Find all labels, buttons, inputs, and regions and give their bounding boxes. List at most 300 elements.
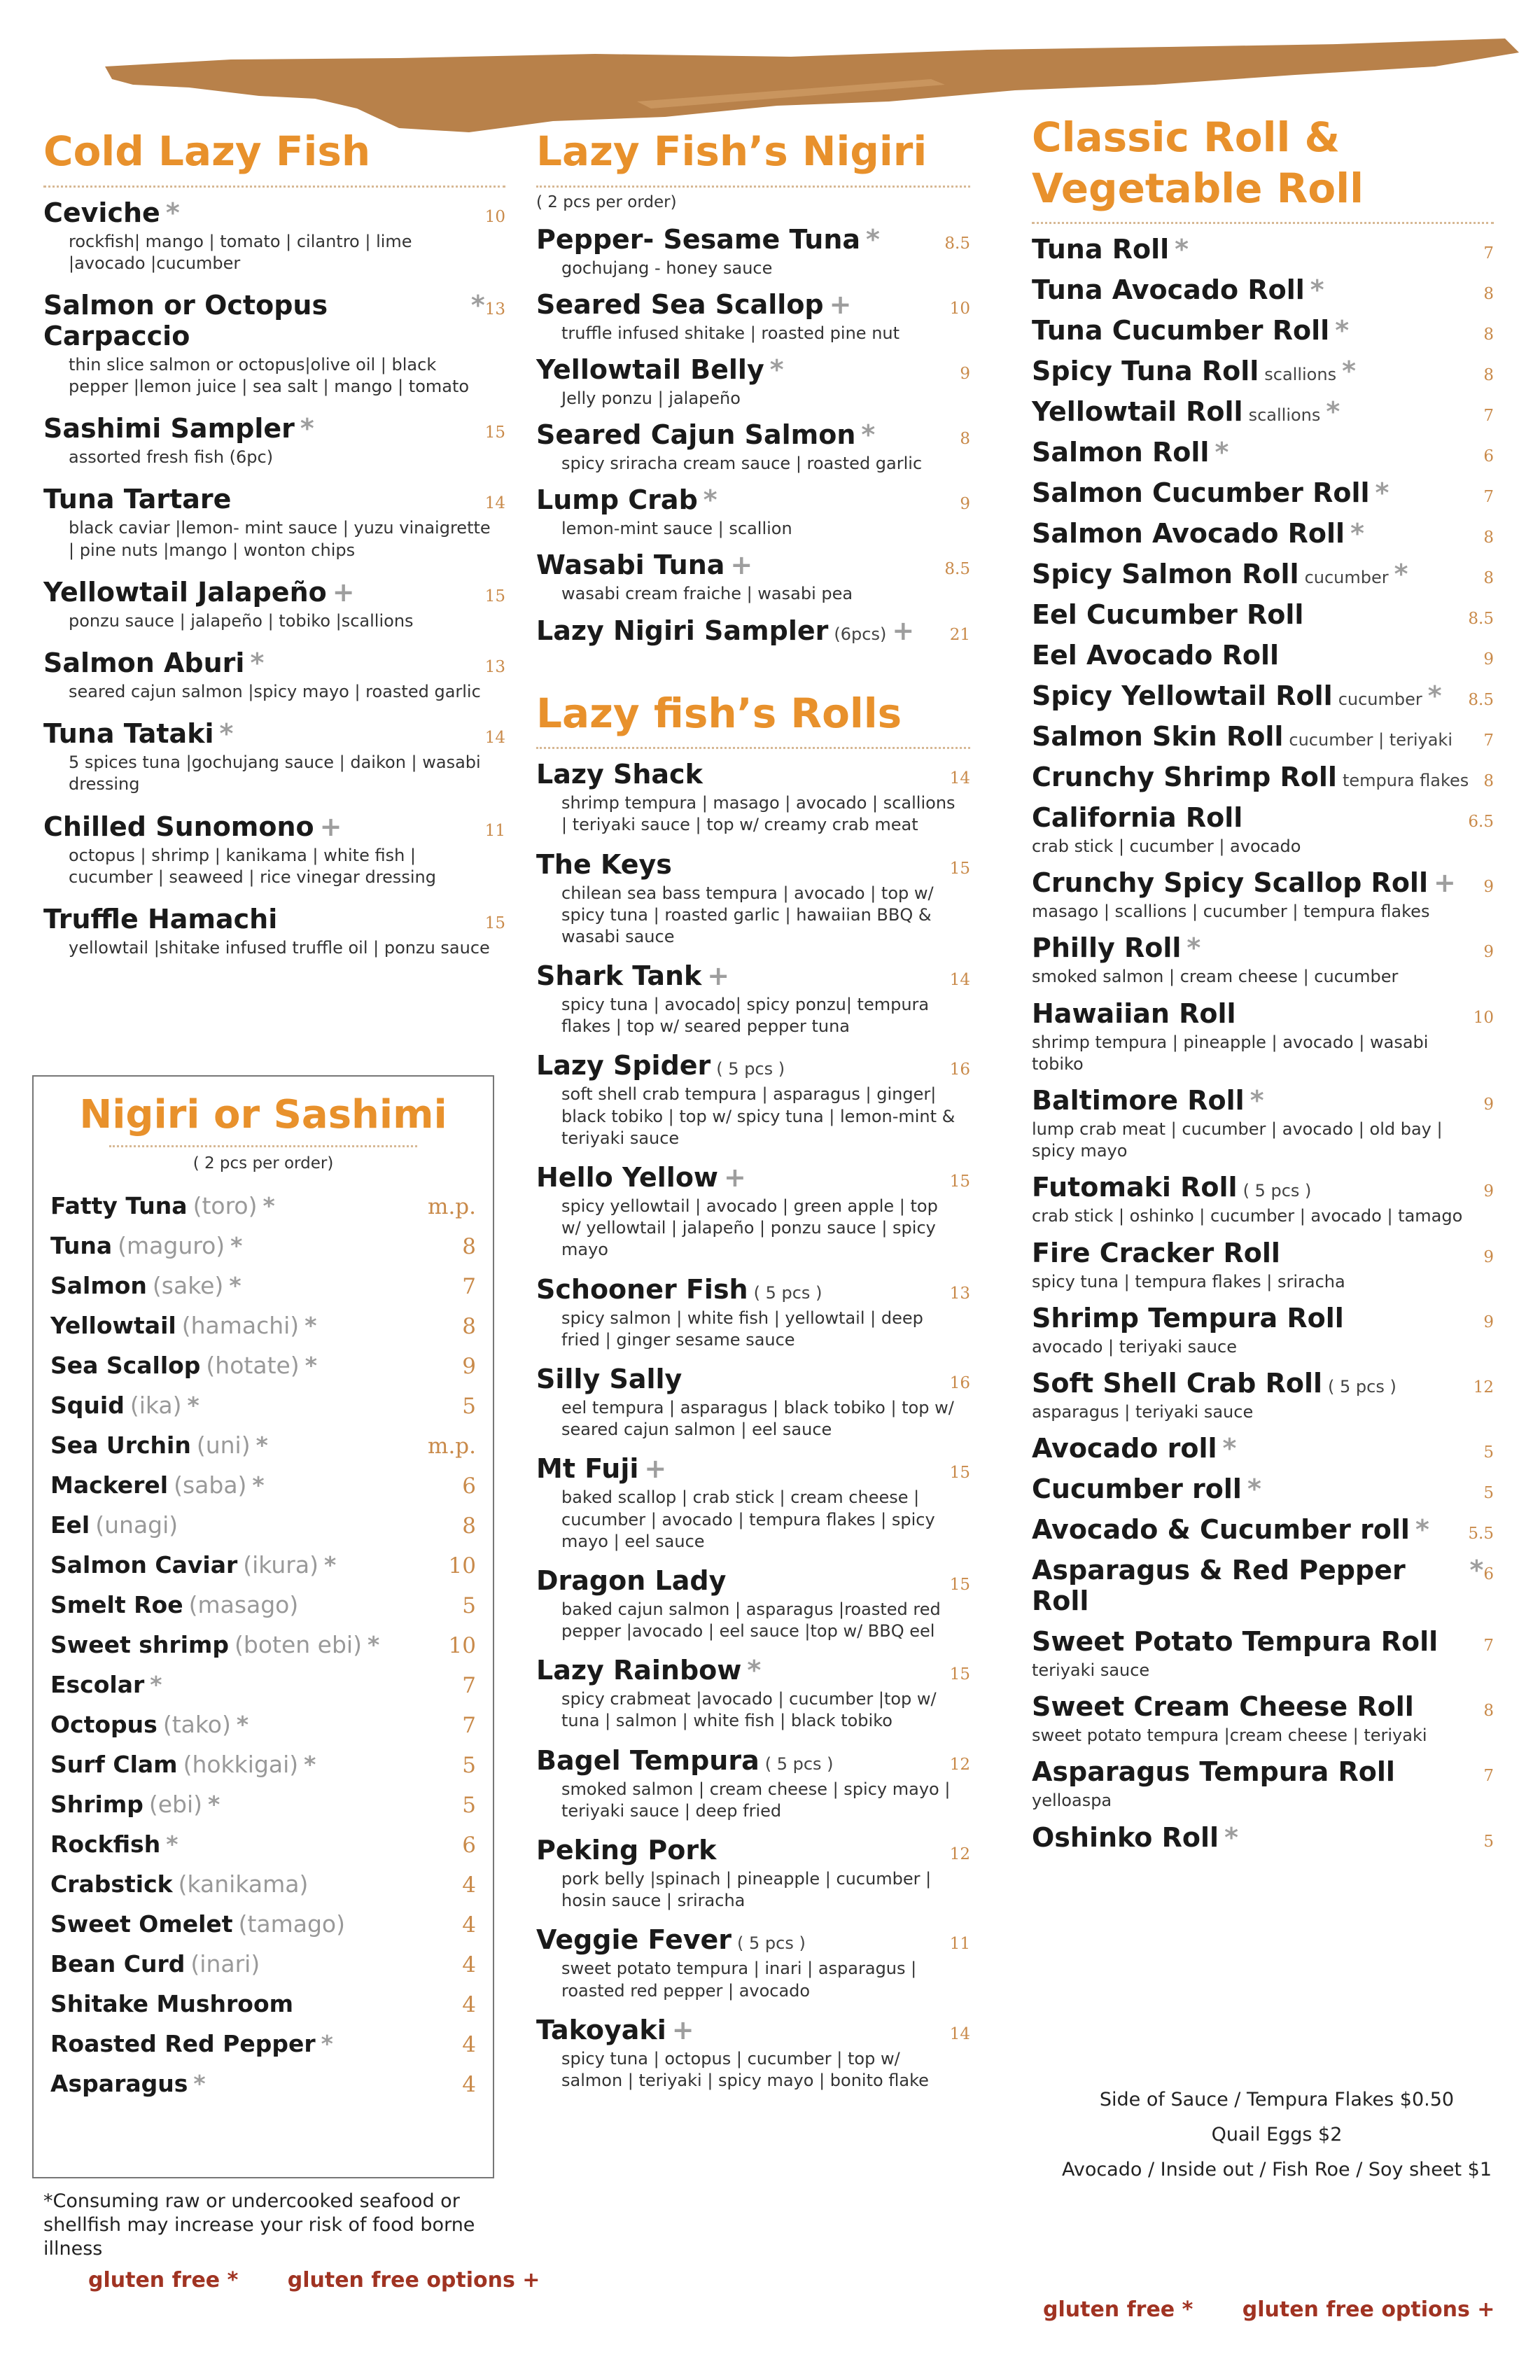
extras-line-2: Quail Eggs $2: [1211, 2123, 1343, 2146]
japanese-name: (kanikama): [178, 1870, 309, 1898]
menu-item-header: [1032, 1555, 1494, 1616]
menu-item: [1032, 315, 1494, 346]
menu-item: [1032, 477, 1494, 508]
menu-item-price: 8.5: [944, 560, 970, 579]
menu-item-name: Tuna Tartare: [43, 484, 232, 515]
fish-name: Escolar: [50, 1671, 145, 1698]
menu-item-name: Salmon Aburi: [43, 648, 245, 678]
menu-item-header: [536, 2015, 970, 2045]
menu-item-price: 14: [484, 494, 505, 513]
menu-item-header: [536, 1924, 970, 1955]
nigiri-sashimi-row: [46, 1392, 480, 1432]
menu-item: [536, 419, 970, 475]
fish-name: Smelt Roe: [50, 1591, 183, 1618]
menu-item-header: [536, 419, 970, 450]
fish-name: Rockfish: [50, 1830, 161, 1858]
dietary-mark: *: [367, 1631, 380, 1658]
menu-item-header: [1032, 762, 1494, 792]
menu-item-header: [1032, 559, 1494, 589]
menu-item: [1032, 599, 1494, 630]
menu-item-name: Salmon Avocado Roll: [1032, 518, 1345, 549]
menu-item-name: Takoyaki: [536, 2014, 666, 2045]
menu-item-price: 15: [949, 1665, 970, 1684]
menu-item-note: ( 5 pcs ): [737, 1933, 806, 1954]
japanese-name: (unagi): [95, 1511, 178, 1539]
menu-item-name: Tuna Avocado Roll: [1032, 274, 1305, 305]
menu-item-price: 10: [484, 207, 505, 226]
nigiri-sashimi-row: [46, 1990, 480, 2030]
fish-price: m.p.: [428, 1194, 476, 1219]
menu-item-note: cucumber: [1338, 690, 1422, 709]
menu-item-header: [1032, 1172, 1494, 1203]
nigiri-sashimi-row: [46, 1751, 480, 1791]
nigiri-sashimi-row: [46, 1232, 480, 1272]
nigiri-sashimi-row: [46, 1631, 480, 1671]
menu-item-header: [1032, 599, 1494, 630]
menu-item-description: soft shell crab tempura | asparagus | ginger| black tobiko | top w/ spicy tuna | lemon-mint & teriyaki sauce: [561, 1084, 955, 1148]
fish-price: 8: [462, 1513, 476, 1539]
menu-item: [1032, 802, 1494, 858]
fish-price: 8: [462, 1314, 476, 1339]
japanese-name: (ebi): [148, 1791, 203, 1818]
menu-item-name: Salmon Roll: [1032, 437, 1210, 468]
menu-item-header: [1032, 315, 1494, 346]
menu-item-price: 5: [1483, 1484, 1494, 1503]
fish-name: Sea Urchin: [50, 1432, 191, 1459]
column-nigiri-and-rolls: [536, 126, 970, 2104]
menu-item-name: Mt Fuji: [536, 1453, 639, 1485]
legend-right: [1043, 2297, 1536, 2322]
menu-item: [1032, 396, 1494, 427]
menu-item-header: [536, 1162, 970, 1193]
menu-item-name: Lazy Spider: [536, 1050, 711, 1082]
section-title-line-1: Classic Roll &: [1032, 113, 1340, 161]
legend-gluten-free: gluten free *: [1043, 2297, 1194, 2322]
dietary-mark: *: [304, 1751, 316, 1778]
menu-item-header: [1032, 1514, 1494, 1545]
menu-item: [1032, 1514, 1494, 1545]
menu-item: [536, 1274, 970, 1351]
fish-name: Surf Clam: [50, 1751, 178, 1778]
menu-item-description: black caviar |lemon- mint sauce | yuzu vinaigrette | pine nuts |mango | wonton chips: [69, 518, 491, 560]
fish-price: 7: [462, 1673, 476, 1698]
menu-item-name: Lazy Nigiri Sampler: [536, 615, 829, 646]
dietary-mark: *: [219, 718, 234, 750]
menu-item-name: Salmon Skin Roll: [1032, 721, 1284, 752]
menu-item-header: [1032, 932, 1494, 963]
section-title-lazy-fish-nigiri: Lazy Fish’s Nigiri: [536, 127, 927, 175]
menu-item-header: [1032, 721, 1494, 752]
menu-item: [1032, 640, 1494, 671]
legend-gluten-free: gluten free *: [88, 2268, 239, 2292]
fish-name: Mackerel: [50, 1471, 169, 1499]
menu-item-description: asparagus | teriyaki sauce: [1032, 1401, 1254, 1422]
menu-item-header: [536, 1274, 970, 1305]
menu-item-name: Bagel Tempura: [536, 1744, 760, 1776]
menu-item-price: 9: [960, 495, 970, 514]
menu-item-header: [43, 413, 505, 444]
menu-item: [43, 904, 505, 959]
dietary-mark: *: [1214, 437, 1229, 468]
menu-item-name: Yellowtail Jalapeño: [43, 576, 327, 608]
fish-name: Sea Scallop: [50, 1352, 201, 1379]
menu-item-description: chilean sea bass tempura | avocado | top w/ spicy tuna | roasted garlic | hawaiian BBQ & wasabi sauce: [561, 883, 934, 946]
menu-item: [1032, 998, 1494, 1075]
dietary-mark: +: [644, 1453, 667, 1485]
menu-item-description: yellowtail |shitake infused truffle oil | ponzu sauce: [69, 937, 490, 958]
menu-item-description: truffle infused shitake | roasted pine nut: [561, 323, 900, 343]
menu-item-name: Hawaiian Roll: [1032, 997, 1236, 1029]
dietary-mark: *: [1350, 518, 1364, 549]
menu-item: [536, 759, 970, 836]
menu-item: [536, 1835, 970, 1912]
dietary-mark: *: [1394, 559, 1408, 589]
section-title-nigiri-or-sashimi: Nigiri or Sashimi: [79, 1092, 447, 1138]
menu-item-note: scallions: [1264, 365, 1337, 384]
dietary-mark: *: [230, 1232, 243, 1259]
menu-item-description: Jelly ponzu | jalapeño: [561, 388, 741, 408]
fish-price: 4: [462, 1872, 476, 1898]
section-title-line-2: Vegetable Roll: [1032, 164, 1364, 212]
dietary-mark: *: [470, 289, 485, 321]
menu-item-note: ( 5 pcs ): [716, 1059, 785, 1079]
menu-item-description: rockfish| mango | tomato | cilantro | lime |avocado |cucumber: [69, 231, 412, 273]
menu-item-name: Oshinko Roll: [1032, 1821, 1219, 1853]
menu-item-header: [536, 224, 970, 255]
menu-item-note: (6pcs): [834, 624, 887, 644]
menu-item-price: 9: [1483, 650, 1494, 668]
menu-item-price: 9: [1483, 1312, 1494, 1331]
menu-item-header: [43, 577, 505, 608]
menu-item-name: Hello Yellow: [536, 1162, 719, 1193]
fish-name: Sweet shrimp: [50, 1631, 230, 1658]
dietary-mark: *: [255, 1432, 268, 1459]
menu-item-price: 7: [1483, 244, 1494, 262]
menu-item-note: cucumber: [1304, 568, 1389, 587]
menu-item-note: ( 5 pcs ): [1242, 1181, 1312, 1201]
menu-item-name: Tuna Tataki: [43, 718, 214, 750]
menu-item-header: [43, 290, 505, 351]
menu-item-price: 15: [949, 1464, 970, 1483]
section-note: ( 2 pcs per order): [192, 1154, 334, 1172]
menu-item-price: 8: [1483, 1702, 1494, 1721]
menu-item-description: lump crab meat | cucumber | avocado | old bay | spicy mayo: [1032, 1119, 1443, 1161]
section-note: ( 2 pcs per order): [536, 192, 677, 211]
menu-item-description: pork belly |spinach | pineapple | cucumber | hosin sauce | sriracha: [561, 1869, 932, 1911]
menu-item-header: [43, 484, 505, 514]
menu-item-header: [1032, 1238, 1494, 1268]
menu-item-price: 5.5: [1468, 1525, 1494, 1544]
menu-item-description: crab stick | cucumber | avocado: [1032, 836, 1301, 856]
menu-item-price: 15: [949, 1575, 970, 1594]
fish-price: 4: [462, 1992, 476, 2017]
menu-item: [1032, 680, 1494, 711]
menu-item-header: [536, 1453, 970, 1484]
menu-item: [536, 1050, 970, 1149]
section-divider: [109, 1145, 417, 1147]
fish-name: Salmon: [50, 1272, 147, 1299]
menu-item-name: Tuna Cucumber Roll: [1032, 315, 1330, 346]
menu-item-name: Shark Tank: [536, 960, 702, 992]
dietary-mark: *: [304, 1312, 317, 1339]
menu-item: [536, 484, 970, 540]
fish-price: 5: [462, 1593, 476, 1618]
menu-item-name: Salmon or Octopus Carpaccio: [43, 289, 328, 351]
menu-item-description: crab stick | oshinko | cucumber | avocado | tamago: [1032, 1206, 1463, 1226]
legend-gluten-free-options: gluten free options +: [287, 2268, 540, 2292]
dietary-mark: *: [304, 1352, 317, 1379]
nigiri-sashimi-row: [46, 1192, 480, 1232]
fish-price: 7: [462, 1274, 476, 1299]
menu-item-price: 16: [949, 1373, 970, 1392]
menu-item-description: octopus | shrimp | kanikama | white fish | cucumber | seaweed | rice vinegar dressing: [69, 845, 436, 887]
section-divider: [43, 186, 505, 188]
menu-item-price: 6: [1483, 447, 1494, 465]
menu-item-name: Spicy Tuna Roll: [1032, 356, 1259, 386]
legend-left: [88, 2268, 582, 2292]
menu-item-name: Baltimore Roll: [1032, 1084, 1245, 1116]
menu-item: [536, 1364, 970, 1441]
raw-food-disclaimer: *Consuming raw or undercooked seafood or shellfish may increase your risk of food borne illness: [43, 2190, 475, 2260]
menu-item: [1032, 721, 1494, 752]
menu-item-name: Seared Sea Scallop: [536, 288, 824, 320]
menu-item: [536, 224, 970, 279]
dietary-mark: *: [1375, 477, 1390, 508]
menu-item-name: Schooner Fish: [536, 1273, 748, 1305]
menu-item: [1032, 1085, 1494, 1162]
menu-item-price: 7: [1483, 488, 1494, 506]
menu-item-name: Cucumber roll: [1032, 1474, 1242, 1505]
menu-item: [536, 289, 970, 344]
dietary-mark: *: [1247, 1474, 1261, 1505]
fish-price: 6: [462, 1474, 476, 1499]
menu-item-header: [1032, 1085, 1494, 1116]
menu-item-description: yelloaspa: [1032, 1791, 1112, 1811]
menu-item: [536, 1924, 970, 2001]
menu-item-header: [1032, 1474, 1494, 1504]
nigiri-sashimi-row: [46, 1272, 480, 1312]
menu-item-header: [1032, 396, 1494, 427]
menu-item-header: [536, 289, 970, 320]
menu-item-header: [1032, 1691, 1494, 1722]
menu-item: [1032, 1691, 1494, 1746]
menu-item-price: 15: [484, 913, 505, 932]
menu-item: [1032, 559, 1494, 589]
cold-lazy-fish-list: [43, 197, 505, 960]
menu-item-price: 8: [1483, 366, 1494, 384]
menu-item-header: [43, 718, 505, 749]
menu-item: [536, 1162, 970, 1261]
menu-item: [43, 290, 505, 398]
menu-item-name: The Keys: [536, 848, 672, 880]
dietary-mark: *: [1415, 1514, 1429, 1546]
menu-item-name: Veggie Fever: [536, 1924, 732, 1956]
menu-item: [1032, 1756, 1494, 1812]
menu-item-name: Pepper- Sesame Tuna: [536, 223, 861, 255]
menu-item-price: 7: [1483, 1767, 1494, 1786]
menu-item-header: [1032, 680, 1494, 711]
section-title-classic-roll: [1032, 112, 1494, 214]
menu-item: [1032, 1433, 1494, 1464]
menu-item-name: Avocado roll: [1032, 1433, 1217, 1464]
dietary-mark: *: [187, 1392, 200, 1419]
menu-item-name: Futomaki Roll: [1032, 1172, 1238, 1203]
menu-item-price: 7: [1483, 1637, 1494, 1656]
menu-item-description: gochujang - honey sauce: [561, 258, 773, 278]
menu-item-header: [536, 1745, 970, 1776]
menu-item-price: 6.5: [1468, 813, 1494, 831]
menu-item-header: [43, 904, 505, 934]
menu-item-header: [1032, 1368, 1494, 1399]
menu-item-name: Asparagus Tempura Roll: [1032, 1756, 1395, 1788]
nigiri-sashimi-row: [46, 1312, 480, 1352]
section-divider: [536, 186, 970, 188]
dietary-mark: *: [1310, 274, 1324, 305]
menu-item-name: Yellowtail Belly: [536, 354, 764, 385]
japanese-name: (uni): [196, 1432, 251, 1459]
dietary-mark: *: [1326, 396, 1340, 427]
menu-item-description: baked cajun salmon | asparagus |roasted red pepper |avocado | eel sauce |top w/ BBQ eel: [561, 1599, 941, 1642]
menu-item-header: [1032, 1626, 1494, 1657]
dietary-mark: *: [1186, 932, 1201, 964]
fish-name: Squid: [50, 1392, 125, 1419]
menu-item-price: 8: [960, 430, 970, 449]
japanese-name: (sake): [152, 1272, 224, 1299]
menu-item-header: [1032, 437, 1494, 468]
dietary-mark: +: [829, 288, 852, 320]
menu-item: [1032, 1303, 1494, 1358]
menu-item-header: [43, 648, 505, 678]
dietary-mark: *: [1175, 234, 1189, 265]
menu-item-price: 13: [949, 1284, 970, 1303]
menu-item-note: cucumber | teriyaki: [1289, 730, 1452, 750]
dietary-mark: *: [769, 354, 784, 385]
menu-item-name: Salmon Cucumber Roll: [1032, 477, 1370, 508]
menu-item-name: Eel Cucumber Roll: [1032, 599, 1304, 630]
fish-name: Shrimp: [50, 1791, 144, 1818]
fish-price: 6: [462, 1833, 476, 1858]
fish-name: Roasted Red Pepper: [50, 2030, 316, 2057]
menu-item-description: 5 spices tuna |gochujang sauce | daikon | wasabi dressing: [69, 752, 481, 794]
menu-item-name: Asparagus & Red Pepper Roll: [1032, 1555, 1406, 1617]
menu-item-name: Ceviche: [43, 197, 160, 228]
menu-item-price: 6: [1483, 1565, 1494, 1584]
menu-item-name: Fire Cracker Roll: [1032, 1237, 1280, 1268]
menu-item: [536, 1565, 970, 1642]
menu-item-description: wasabi cream fraiche | wasabi pea: [561, 584, 853, 604]
menu-item-name: Sashimi Sampler: [43, 413, 295, 444]
menu-item-header: [536, 484, 970, 515]
japanese-name: (boten ebi): [234, 1631, 362, 1658]
menu-item-description: spicy tuna | tempura flakes | sriracha: [1032, 1271, 1345, 1292]
menu-item-header: [1032, 998, 1494, 1029]
dietary-mark: *: [1342, 356, 1356, 386]
menu-item-header: [536, 759, 970, 790]
menu-item-description: assorted fresh fish (6pc): [69, 447, 274, 468]
menu-item-header: [536, 1655, 970, 1686]
menu-item-description: spicy yellowtail | avocado | green apple | top w/ yellowtail | jalapeño | ponzu sauce | spicy mayo: [561, 1196, 938, 1260]
menu-item: [1032, 1238, 1494, 1293]
menu-item-price: 9: [1483, 1182, 1494, 1201]
menu-item-description: eel tempura | asparagus | black tobiko | top w/ seared cajun salmon | eel sauce: [561, 1397, 954, 1440]
menu-item: [1032, 274, 1494, 305]
dietary-mark: *: [747, 1655, 762, 1686]
menu-item: [536, 550, 970, 605]
dietary-mark: *: [1427, 680, 1442, 711]
fish-name: Sweet Omelet: [50, 1910, 233, 1938]
menu-item-name: Avocado & Cucumber roll: [1032, 1514, 1410, 1546]
dietary-mark: *: [262, 1192, 275, 1219]
dietary-mark: *: [1469, 1555, 1484, 1586]
dietary-mark: *: [166, 1830, 178, 1858]
menu-item-name: Lazy Rainbow: [536, 1655, 742, 1686]
menu-item: [1032, 437, 1494, 468]
menu-item-name: Chilled Sunomono: [43, 811, 314, 842]
dietary-mark: *: [229, 1272, 241, 1299]
dietary-mark: *: [1224, 1821, 1238, 1853]
fish-price: 10: [448, 1633, 476, 1658]
menu-item-header: [1032, 1433, 1494, 1464]
dietary-mark: +: [892, 615, 915, 646]
fish-name: Octopus: [50, 1711, 158, 1738]
menu-item-name: Silly Sally: [536, 1363, 682, 1394]
menu-item-note: tempura flakes: [1342, 771, 1469, 790]
menu-item-price: 9: [1483, 1247, 1494, 1266]
dietary-mark: *: [193, 2070, 206, 2097]
japanese-name: (inari): [190, 1950, 260, 1977]
dietary-mark: +: [671, 2014, 694, 2045]
menu-item: [1032, 1172, 1494, 1227]
dietary-mark: *: [252, 1471, 265, 1499]
dietary-mark: +: [730, 550, 753, 581]
extras-line-1: Side of Sauce / Tempura Flakes $0.50: [1099, 2089, 1455, 2110]
nigiri-sashimi-row: [46, 1830, 480, 1870]
japanese-name: (ikura): [243, 1551, 318, 1578]
menu-item-name: Spicy Salmon Roll: [1032, 559, 1299, 589]
japanese-name: (hotate): [206, 1352, 300, 1379]
menu-item-header: [1032, 518, 1494, 549]
menu-item: [536, 354, 970, 410]
menu-item-price: 8.5: [1468, 610, 1494, 628]
fish-price: 8: [462, 1234, 476, 1259]
dietary-mark: *: [236, 1711, 249, 1738]
nigiri-sashimi-row: [46, 1950, 480, 1990]
menu-item-price: 15: [484, 587, 505, 606]
menu-item-name: Yellowtail Roll: [1032, 396, 1243, 427]
menu-item-name: Tuna Roll: [1032, 234, 1170, 265]
nigiri-sashimi-row: [46, 1432, 480, 1471]
classic-roll-list: [1032, 234, 1494, 1853]
menu-item-name: Sweet Cream Cheese Roll: [1032, 1691, 1414, 1723]
menu-item-header: [1032, 477, 1494, 508]
dietary-mark: *: [300, 413, 314, 444]
menu-item-header: [1032, 234, 1494, 265]
menu-item-description: ponzu sauce | jalapeño | tobiko |scallions: [69, 610, 414, 631]
menu-item-price: 8: [1483, 569, 1494, 587]
section-title-lazy-fish-rolls: Lazy fish’s Rolls: [536, 689, 902, 737]
fish-price: 5: [462, 1394, 476, 1419]
fish-price: 9: [462, 1354, 476, 1379]
fish-name: Salmon Caviar: [50, 1551, 238, 1578]
menu-item-description: shrimp tempura | masago | avocado | scallions | teriyaki sauce | top w/ creamy crab meat: [561, 793, 955, 835]
menu-item: [1032, 234, 1494, 265]
extras-line-3: Avocado / Inside out / Fish Roe / Soy sheet $1: [1061, 2158, 1492, 2180]
menu-item-price: 11: [484, 821, 505, 840]
menu-item-header: [536, 354, 970, 385]
menu-item-name: Dragon Lady: [536, 1564, 727, 1596]
nigiri-sashimi-row: [46, 1551, 480, 1591]
japanese-name: (saba): [174, 1471, 247, 1499]
